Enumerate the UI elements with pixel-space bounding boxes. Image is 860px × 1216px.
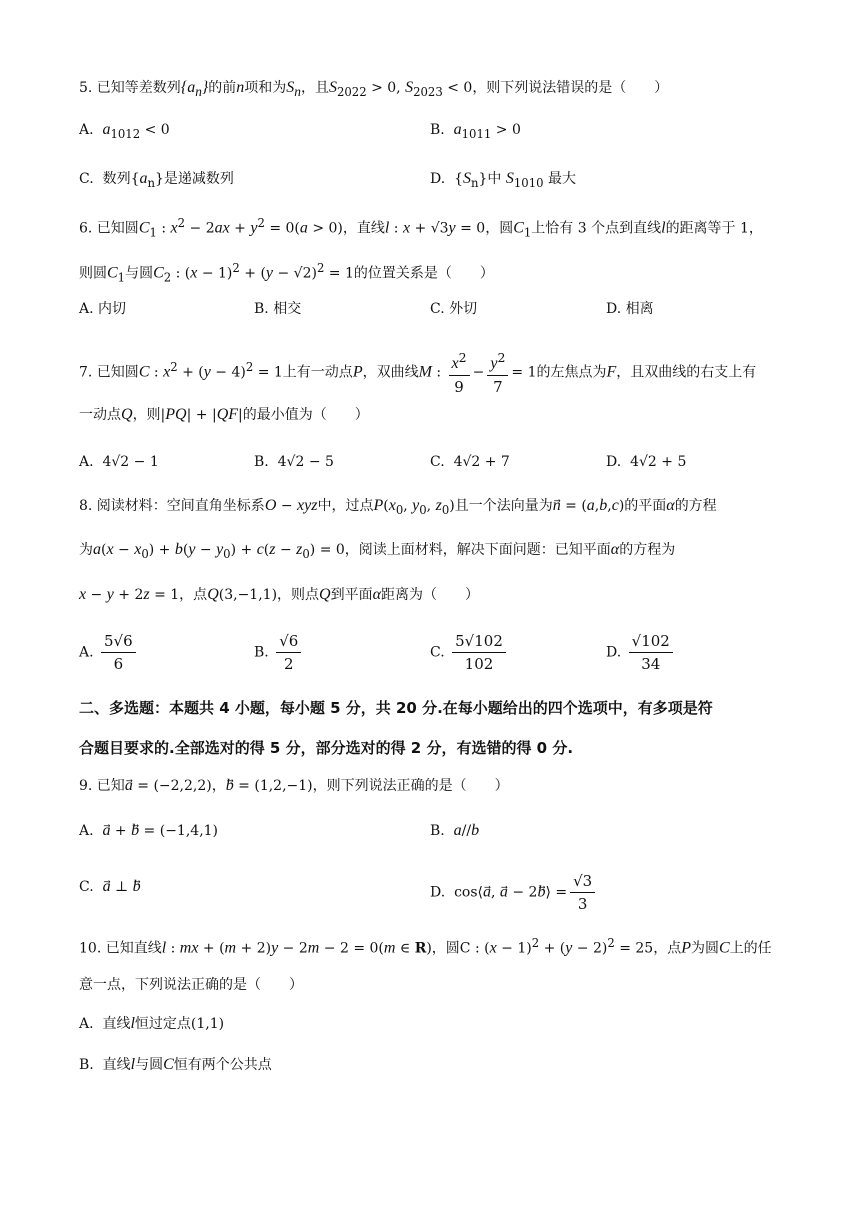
q9-option-d[interactable]: D. cos⟨a⃗, a⃗ − 2b⃗⟩ = $\frac{√3}{3}$ bbox=[430, 870, 598, 915]
q8-stem-line-3: x − y + 2z = 1，点Q(3,−1,1)，则点Q到平面α距离为（ ） bbox=[79, 586, 479, 603]
q6-option-b[interactable]: B. 相交 bbox=[254, 301, 302, 317]
q9-option-c[interactable]: C. a⃗ ⊥ b bbox=[79, 878, 141, 895]
q8-option-c[interactable]: C. $\frac{5√102}{102}$ bbox=[430, 630, 509, 675]
q7-option-c[interactable]: C. 4√2 + 7 bbox=[430, 454, 510, 470]
q6-stem-line-2: 则圆$C_1$与圆$C_2$ : $(x - 1)^2 + (y - √2)^2 = 1$的位置关系是（ ） bbox=[79, 261, 494, 285]
q7-stem-line-1: 7. 已知圆C : $x^2 + (y - 4)^2 = 1$上有一动点P，双曲线M : $\frac{x^2}{9}$ − $\frac{y^2}{7}$ = 1的左焦点为F，且双曲线的右支上有 bbox=[79, 347, 756, 398]
q7-option-b[interactable]: B. 4√2 − 5 bbox=[254, 454, 334, 470]
q10-option-a[interactable]: A. 直线l恒过定点(1,1) bbox=[79, 1015, 225, 1032]
section-2-heading-line-2: 合题目要求的.全部选对的得 5 分，部分选对的得 2 分，有选错的得 0 分. bbox=[79, 739, 574, 757]
q6-option-d[interactable]: D. 相离 bbox=[606, 301, 654, 317]
q6-stem-line-1: 6. 已知圆$C_1$ : $x^2 - 2ax + y^2 = 0(a > 0)$，直线l : x + √3y = 0，圆$C_1$上恰有 3 个点到直线l的距离等于 1， bbox=[79, 216, 763, 240]
q5-option-c[interactable]: C. 数列$\{a_n\}$是递减数列 bbox=[79, 170, 234, 190]
q6-option-c[interactable]: C. 外切 bbox=[430, 301, 478, 317]
q9-option-a[interactable]: A. a⃗ + b⃗ = (−1,4,1) bbox=[79, 822, 219, 839]
q5-option-d[interactable]: D. $\{S_n\}$中 $S_{1010}$ 最大 bbox=[430, 170, 576, 190]
q8-option-d[interactable]: D. $\frac{√102}{34}$ bbox=[606, 630, 676, 675]
q9-option-b[interactable]: B. a//b bbox=[430, 822, 480, 839]
q8-stem-line-2: 为$a(x - x_0) + b(y - y_0) + c(z - z_0) = 0$，阅读上面材料，解决下面问题：已知平面α的方程为 bbox=[79, 541, 676, 561]
q10-option-b[interactable]: B. 直线l与圆C恒有两个公共点 bbox=[79, 1056, 272, 1073]
q7-option-a[interactable]: A. 4√2 − 1 bbox=[79, 454, 159, 470]
q7-stem-line-2: 一动点Q，则|PQ| + |QF|的最小值为（ ） bbox=[79, 406, 369, 423]
q5-option-b[interactable]: B. $a_{1011} > 0$ bbox=[430, 121, 521, 141]
q8-stem-line-1: 8. 阅读材料：空间直角坐标系O − xyz中，过点$P(x_0$, $y_0$, $z_0$)且一个法向量为n⃗ = (a,b,c)的平面α的方程 bbox=[79, 497, 717, 517]
section-2-heading-line-1: 二、多选题：本题共 4 小题，每小题 5 分，共 20 分.在每小题给出的四个选项中，有多项是符 bbox=[79, 699, 713, 717]
q8-option-b[interactable]: B. $\frac{√6}{2}$ bbox=[254, 630, 304, 675]
q7-option-d[interactable]: D. 4√2 + 5 bbox=[606, 454, 687, 470]
q5-option-a[interactable]: A. $a_{1012} < 0$ bbox=[79, 121, 170, 141]
q9-stem: 9. 已知a⃗ = (−2,2,2)，b⃗ = (1,2,−1)，则下列说法正确的是（ ） bbox=[79, 777, 509, 794]
q10-stem-line-1: 10. 已知直线l : mx + (m + 2)y − 2m − 2 = 0(m ∈ R)，圆C : $(x - 1)^2 + (y - 2)^2 = 25$，点P为圆C上的任 bbox=[79, 936, 772, 957]
q5-stem: 5. 已知等差数列$\{a_n\}$的前n项和为$S_n$，且$S_{2022} > 0$, $S_{2023} < 0$，则下列说法错误的是（ ） bbox=[79, 79, 669, 100]
q10-stem-line-2: 意一点，下列说法正确的是（ ） bbox=[79, 977, 303, 993]
q8-option-a[interactable]: A. $\frac{5√6}{6}$ bbox=[79, 630, 139, 675]
q6-option-a[interactable]: A. 内切 bbox=[79, 301, 127, 317]
